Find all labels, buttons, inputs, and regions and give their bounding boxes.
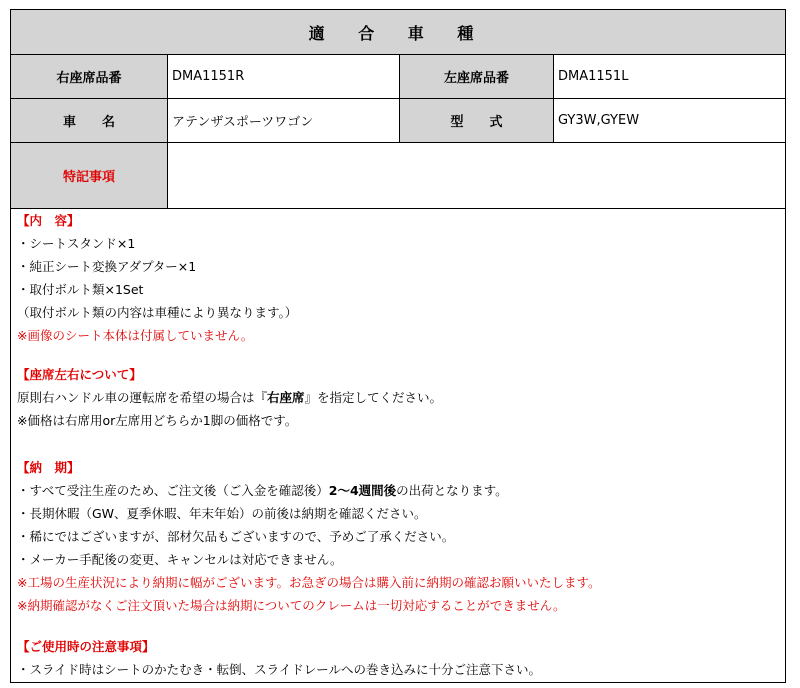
compatibility-table xyxy=(10,9,786,683)
model-value: GY3W,GYEW xyxy=(554,99,785,143)
seat-side-heading: 【座席左右について】 xyxy=(17,367,142,382)
right-seat-value: DMA1151R xyxy=(168,55,400,99)
model-label: 型 式 xyxy=(400,99,554,143)
contents-note: ※画像のシート本体は付属していません。 xyxy=(17,328,254,343)
usage-line-1: ・スライド時はシートのかたむき・転倒、スライドレールへの巻き込みに十分ご注意下さい。 xyxy=(17,662,542,677)
delivery-line-2: ・長期休暇（GW、夏季休暇、年末年始）の前後は納期を確認ください。 xyxy=(17,506,427,521)
special-notes-value xyxy=(168,143,785,209)
delivery-heading: 【納 期】 xyxy=(17,460,80,475)
left-seat-value: DMA1151L xyxy=(554,55,785,99)
contents-item-4: （取付ボルト類の内容は車種により異なります。） xyxy=(17,305,298,320)
left-seat-label: 左座席品番 xyxy=(400,55,554,99)
contents-item-1: ・シートスタンド×1 xyxy=(17,236,136,251)
delivery-line-1: ・すべて受注生産のため、ご注文後（ご入金を確認後）2～4週間後の出荷となります。 xyxy=(17,483,508,498)
vehicle-name-label: 車 名 xyxy=(11,99,168,143)
vehicle-name-value: アテンザスポーツワゴン xyxy=(168,99,400,143)
table-title: 適 合 車 種 xyxy=(11,10,785,55)
contents-item-3: ・取付ボルト類×1Set xyxy=(17,282,144,297)
right-seat-label: 右座席品番 xyxy=(11,55,168,99)
delivery-line-3: ・稀にではございますが、部材欠品もございますので、予めご了承ください。 xyxy=(17,529,455,544)
delivery-note-2: ※納期確認がなくご注文頂いた場合は納期についてのクレームは一切対応することができません。 xyxy=(17,598,566,613)
usage-heading: 【ご使用時の注意事項】 xyxy=(17,639,155,654)
special-notes-label: 特記事項 xyxy=(11,143,168,209)
seat-side-line-1: 原則右ハンドル車の運転席を希望の場合は『右座席』を指定してください。 xyxy=(17,390,443,405)
contents-heading: 【内 容】 xyxy=(17,213,80,228)
delivery-line-4: ・メーカー手配後の変更、キャンセルは対応できません。 xyxy=(17,552,343,567)
seat-side-line-2: ※価格は右席用or左席用どちらか1脚の価格です。 xyxy=(17,413,298,428)
contents-item-2: ・純正シート変換アダプター×1 xyxy=(17,259,197,274)
delivery-note-1: ※工場の生産状況により納期に幅がございます。お急ぎの場合は購入前に納期の確認お願いいたします。 xyxy=(17,575,601,590)
